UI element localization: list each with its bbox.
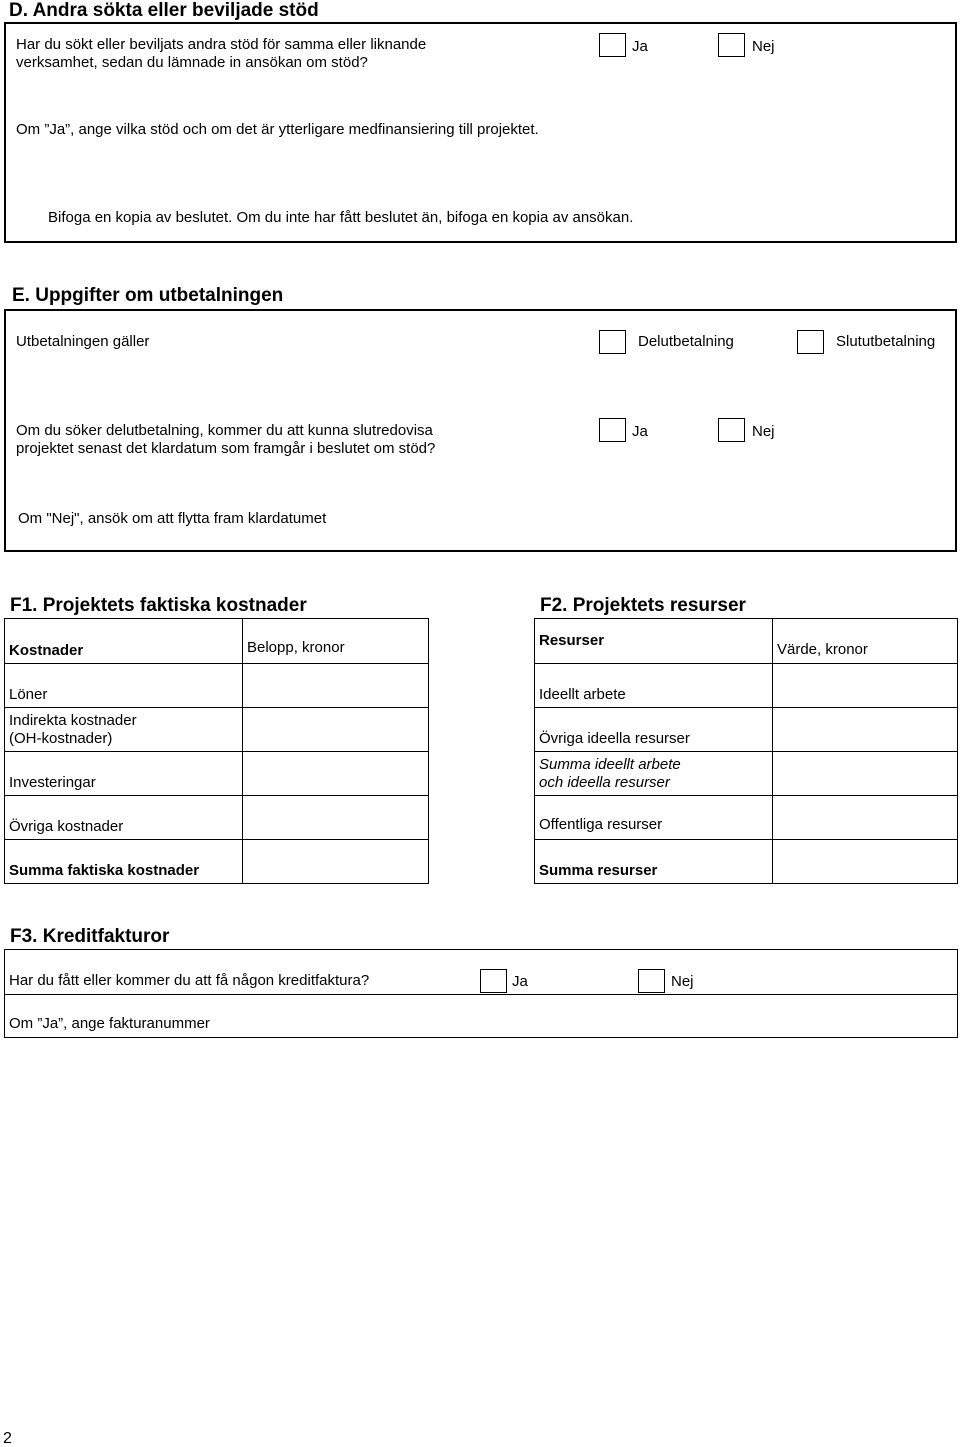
credit-invoice-table [4, 949, 958, 1038]
credit-invoice-yes-checkbox[interactable] [480, 969, 507, 993]
credit-invoice-yes-label: Ja [512, 973, 528, 990]
section-e-question-line2: projektet senast det klardatum som framgår i beslutet om stöd? [16, 440, 436, 457]
resources-table [534, 618, 958, 884]
resources-row-volunteer-sum-line1: Summa ideellt arbete [539, 755, 681, 773]
costs-row-indirect-line1: Indirekta kostnader [9, 711, 137, 729]
section-e-question-line1: Om du söker delutbetalning, kommer du att kunna slutredovisa [16, 422, 433, 439]
resources-row-volunteer-sum [535, 752, 773, 796]
section-e-yes-checkbox[interactable] [599, 418, 626, 442]
section-f1-heading: F1. Projektets faktiska kostnader [10, 595, 307, 616]
value-other-volunteer-cell[interactable] [773, 708, 958, 752]
section-e-no-checkbox[interactable] [718, 418, 745, 442]
value-volunteer-sum-cell[interactable] [773, 752, 958, 796]
section-d-attach-text: Bifoga en kopia av beslutet. Om du inte har fått beslutet än, bifoga en kopia av ansökan. [48, 209, 634, 226]
costs-row-salaries: Löner [5, 664, 243, 708]
section-e-no-label: Nej [752, 423, 775, 440]
costs-row-indirect-line2: (OH-kostnader) [9, 729, 113, 747]
amount-indirect-cell[interactable] [243, 708, 429, 752]
value-volunteer-work-cell[interactable] [773, 664, 958, 708]
credit-invoice-if-yes-text: Om ”Ja”, ange fakturanummer [9, 1015, 210, 1032]
section-f3-heading: F3. Kreditfakturor [10, 926, 170, 947]
section-e-yes-label: Ja [632, 423, 648, 440]
value-public-cell[interactable] [773, 796, 958, 840]
section-f2-heading: F2. Projektets resurser [540, 595, 746, 616]
section-d-yes-label: Ja [632, 38, 648, 55]
resources-row-volunteer-sum-line2: och ideella resurser [539, 773, 670, 791]
credit-invoice-no-checkbox[interactable] [638, 969, 665, 993]
resources-row-volunteer-work: Ideellt arbete [535, 664, 773, 708]
amount-salaries-cell[interactable] [243, 664, 429, 708]
partial-payment-label: Delutbetalning [638, 333, 734, 350]
costs-row-indirect [5, 708, 243, 752]
value-header: Värde, kronor [773, 619, 958, 664]
section-d-if-yes-text: Om ”Ja”, ange vilka stöd och om det är ytterligare medfinansiering till projektet. [16, 121, 539, 138]
resources-row-total: Summa resurser [535, 840, 773, 884]
resources-row-public: Offentliga resurser [535, 796, 773, 840]
value-total-cell[interactable] [773, 840, 958, 884]
credit-invoice-no-label: Nej [671, 973, 694, 990]
costs-table [4, 618, 429, 884]
payment-concerns-label: Utbetalningen gäller [16, 333, 150, 350]
costs-header: Kostnader [5, 619, 243, 664]
resources-row-other-volunteer: Övriga ideella resurser [535, 708, 773, 752]
resources-header: Resurser [535, 619, 773, 664]
costs-row-other: Övriga kostnader [5, 796, 243, 840]
final-payment-label: Slututbetalning [836, 333, 936, 350]
costs-row-investments: Investeringar [5, 752, 243, 796]
section-d-heading: D. Andra sökta eller beviljade stöd [9, 0, 319, 21]
section-d-question-line2: verksamhet, sedan du lämnade in ansökan om stöd? [16, 54, 368, 71]
amount-investments-cell[interactable] [243, 752, 429, 796]
amount-other-cell[interactable] [243, 796, 429, 840]
credit-invoice-question: Har du fått eller kommer du att få någon kreditfaktura? [9, 972, 370, 989]
section-e-if-no-text: Om "Nej", ansök om att flytta fram klardatumet [18, 510, 327, 527]
amount-total-cell[interactable] [243, 840, 429, 884]
section-d-no-label: Nej [752, 38, 775, 55]
section-d-yes-checkbox[interactable] [599, 33, 626, 57]
costs-row-total: Summa faktiska kostnader [5, 840, 243, 884]
section-d-no-checkbox[interactable] [718, 33, 745, 57]
amount-header: Belopp, kronor [243, 619, 429, 664]
credit-invoice-number-row[interactable] [5, 995, 958, 1038]
section-e-heading: E. Uppgifter om utbetalningen [12, 285, 284, 306]
section-d-question-line1: Har du sökt eller beviljats andra stöd för samma eller liknande [16, 36, 427, 53]
page-number: 2 [3, 1430, 12, 1447]
partial-payment-checkbox[interactable] [599, 330, 626, 354]
final-payment-checkbox[interactable] [797, 330, 824, 354]
